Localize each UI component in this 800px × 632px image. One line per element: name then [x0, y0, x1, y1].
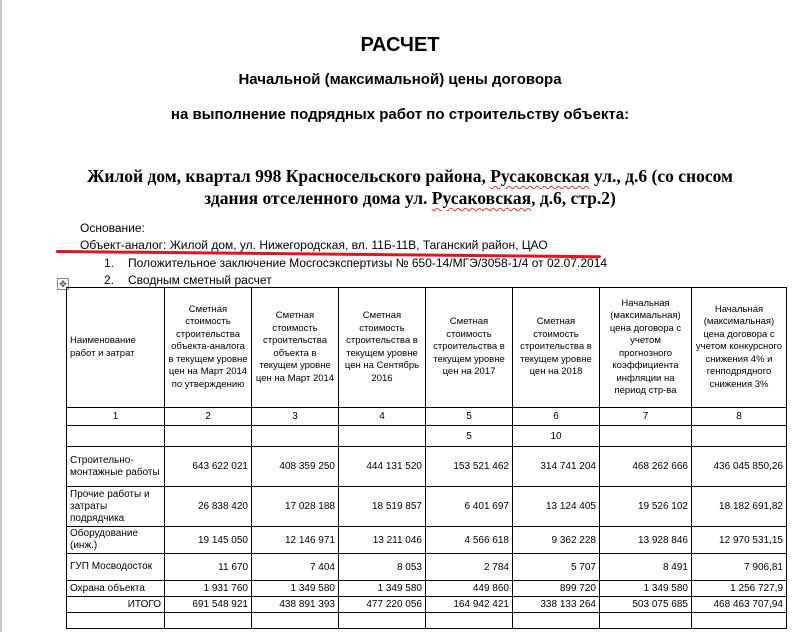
empty-row: [67, 613, 787, 629]
table-row: [67, 487, 787, 527]
cost-table: [66, 287, 787, 629]
value-cell: 643 622 021: [165, 447, 252, 487]
header-cell: Начальная (максимальная) цена договора с учетом прогнозного коэффициента инфляции на период стр-ва: [600, 288, 692, 408]
coefficient-cell: [252, 426, 339, 447]
value-cell: 4 566 618: [426, 527, 513, 554]
value-cell: 1 349 580: [252, 581, 339, 597]
value-cell: 1 256 727,9: [692, 581, 787, 597]
value-cell: 19 526 102: [600, 487, 692, 527]
list-item-number: 1.: [104, 256, 115, 270]
value-cell: 12 970 531,15: [692, 527, 787, 554]
list-item-number: 2.: [104, 273, 115, 287]
empty-cell: [692, 613, 787, 629]
list-item: [104, 256, 607, 270]
empty-cell: [513, 613, 600, 629]
row-name-cell: Прочие работы и затраты подрядчика: [67, 487, 165, 527]
empty-cell: [426, 613, 513, 629]
analog-object-text: Объект-аналог: Жилой дом, ул. Нижегородская, вл. 11Б-11В, Таганский район, ЦАО: [80, 238, 548, 252]
value-cell: 436 045 850,26: [692, 447, 787, 487]
empty-cell: [252, 613, 339, 629]
header-cell: Сметная стоимость строительства в текущем уровне цен на Сентябрь 2016: [339, 288, 426, 408]
value-cell: 2 784: [426, 554, 513, 581]
total-value-cell: 468 463 707,94: [692, 597, 787, 613]
list-item-text: Положительное заключение Мосгосэкспертизы № 650-14/МГЭ/3058-1/4 от 02.07.2014: [128, 256, 608, 270]
value-cell: 468 262 666: [600, 447, 692, 487]
total-value-cell: 438 891 393: [252, 597, 339, 613]
spellcheck-word-1: Русаковская: [490, 166, 590, 186]
document-title: РАСЧЕТ: [360, 34, 440, 56]
table-header-row: [67, 288, 787, 408]
value-cell: 5 707: [513, 554, 600, 581]
column-number-row: [67, 408, 787, 426]
value-cell: 18 182 691,82: [692, 487, 787, 527]
value-cell: 449 860: [426, 581, 513, 597]
basis-label: Основание:: [80, 221, 145, 235]
value-cell: 8 491: [600, 554, 692, 581]
value-cell: 1 349 580: [339, 581, 426, 597]
value-cell: 8 053: [339, 554, 426, 581]
value-cell: 13 124 405: [513, 487, 600, 527]
spellcheck-word-2: Русаковская: [431, 188, 532, 208]
object-text-part-2: ул., д.6 (со сносом здания отселенного дома ул.: [204, 166, 733, 208]
column-number-cell: 6: [513, 408, 600, 426]
value-cell: 7 906,81: [692, 554, 787, 581]
table-move-handle-icon[interactable]: ✥: [57, 278, 69, 290]
value-cell: 11 670: [165, 554, 252, 581]
empty-cell: [339, 613, 426, 629]
value-cell: 7 404: [252, 554, 339, 581]
object-text-part-1: Жилой дом, квартал 998 Красносельского района,: [87, 166, 491, 186]
empty-cell: [600, 613, 692, 629]
coefficient-cell: [692, 426, 787, 447]
total-row: [67, 597, 787, 613]
value-cell: 17 028 188: [252, 487, 339, 527]
total-value-cell: 503 075 685: [600, 597, 692, 613]
total-value-cell: 477 220 056: [339, 597, 426, 613]
coefficient-cell: 5: [426, 426, 513, 447]
value-cell: 1 349 580: [600, 581, 692, 597]
coefficient-row: [67, 426, 787, 447]
object-description: [60, 165, 760, 209]
coefficient-cell: 10: [513, 426, 600, 447]
value-cell: 19 145 050: [165, 527, 252, 554]
row-name-cell: ГУП Мосводосток: [67, 554, 165, 581]
value-cell: 1 931 760: [165, 581, 252, 597]
list-item: [104, 273, 272, 287]
row-name-cell: Охрана объекта: [67, 581, 165, 597]
column-number-cell: 3: [252, 408, 339, 426]
value-cell: 314 741 204: [513, 447, 600, 487]
total-label-cell: ИТОГО: [67, 597, 165, 613]
header-cell: Сметная стоимость строительства в текущем уровне цен на 2017: [426, 288, 513, 408]
total-value-cell: 338 133 264: [513, 597, 600, 613]
column-number-cell: 5: [426, 408, 513, 426]
object-text-part-3: , д.6, стр.2): [531, 188, 616, 208]
subtitle-line-2: на выполнение подрядных работ по строительству объекта:: [170, 106, 630, 123]
value-cell: 26 838 420: [165, 487, 252, 527]
value-cell: 6 401 697: [426, 487, 513, 527]
empty-cell: [165, 613, 252, 629]
header-cell: Сметная стоимость строительства объекта в текущем уровне цен на Март 2014: [252, 288, 339, 408]
column-number-cell: 8: [692, 408, 787, 426]
page-left-edge: [0, 0, 2, 632]
value-cell: 18 519 857: [339, 487, 426, 527]
coefficient-cell: [339, 426, 426, 447]
coefficient-cell: [67, 426, 165, 447]
total-value-cell: 691 548 921: [165, 597, 252, 613]
value-cell: 444 131 520: [339, 447, 426, 487]
coefficient-cell: [165, 426, 252, 447]
table-row: [67, 554, 787, 581]
row-name-cell: Оборудование (инж.): [67, 527, 165, 554]
header-cell: Наименование работ и затрат: [67, 288, 165, 408]
table-row: [67, 581, 787, 597]
table-row: [67, 527, 787, 554]
value-cell: 899 720: [513, 581, 600, 597]
column-number-cell: 7: [600, 408, 692, 426]
coefficient-cell: [600, 426, 692, 447]
column-number-cell: 2: [165, 408, 252, 426]
column-number-cell: 4: [339, 408, 426, 426]
table-row: [67, 447, 787, 487]
header-cell: Сметная стоимость строительства в текущем уровне цен на 2018: [513, 288, 600, 408]
column-number-cell: 1: [67, 408, 165, 426]
value-cell: 153 521 462: [426, 447, 513, 487]
value-cell: 13 928 846: [600, 527, 692, 554]
empty-cell: [67, 613, 165, 629]
value-cell: 13 211 046: [339, 527, 426, 554]
list-item-text: Сводным сметный расчет: [128, 273, 272, 287]
row-name-cell: Строительно-монтажные работы: [67, 447, 165, 487]
header-cell: Сметная стоимость строительства объекта-аналога в текущем уровне цен на Март 2014 по утверждению: [165, 288, 252, 408]
total-value-cell: 164 942 421: [426, 597, 513, 613]
value-cell: 408 359 250: [252, 447, 339, 487]
subtitle-line-1: Начальной (максимальной) цены договора: [238, 71, 562, 88]
value-cell: 9 362 228: [513, 527, 600, 554]
value-cell: 12 146 971: [252, 527, 339, 554]
header-cell: Начальная (максимальная) цена договора с учетом конкурсного снижения 4% и генподрядного снижения 3%: [692, 288, 787, 408]
